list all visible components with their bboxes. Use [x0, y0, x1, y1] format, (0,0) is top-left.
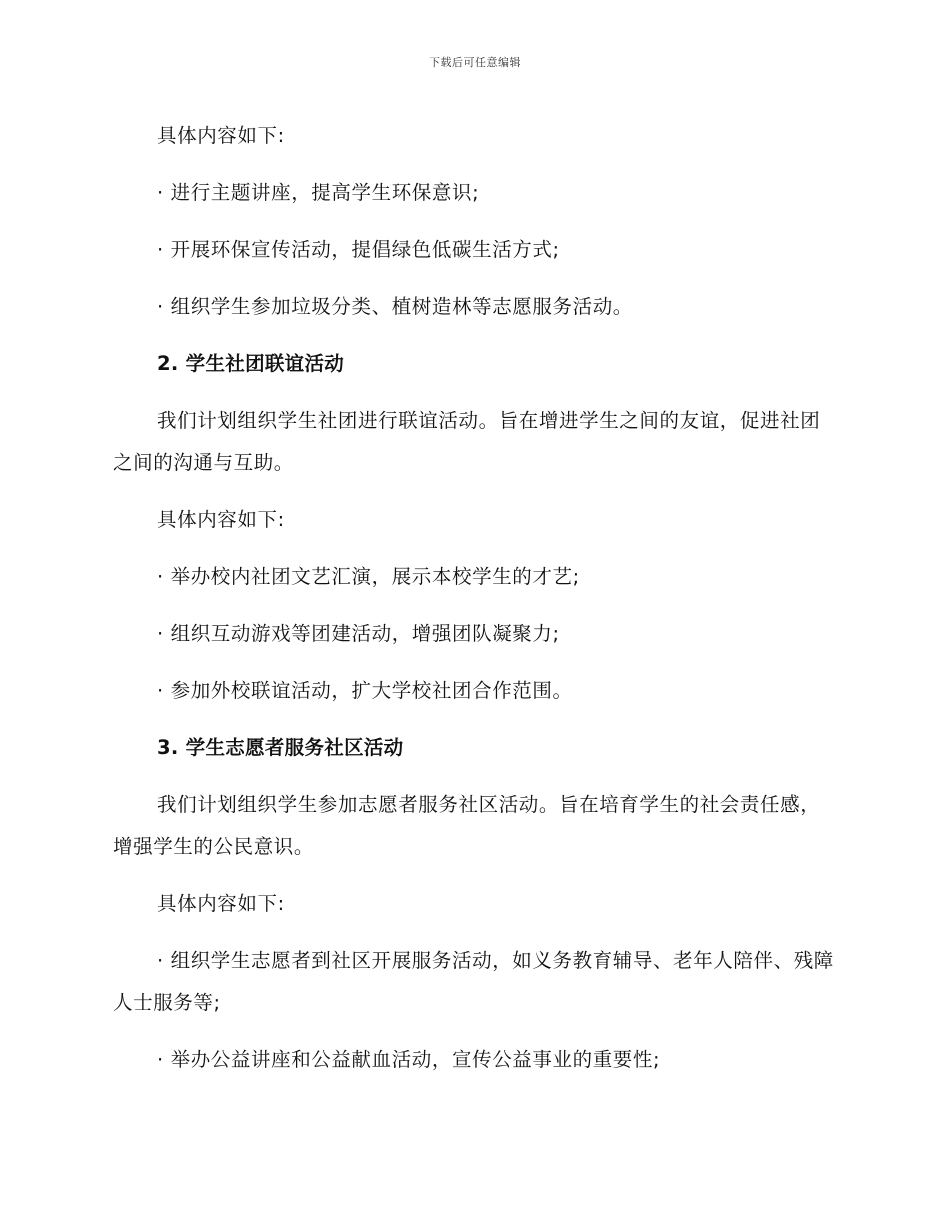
bullet-item: · 参加外校联谊活动，扩大学校社团合作范围。 — [157, 679, 573, 702]
bullet-item: · 举办校内社团文艺汇演，展示本校学生的才艺; — [157, 565, 580, 588]
bullet-item: · 组织互动游戏等团建活动，增强团队凝聚力; — [157, 622, 560, 645]
bullet-item: · 进行主题讲座，提高学生环保意识; — [157, 181, 480, 204]
section-heading: 2. 学生社团联谊活动 — [157, 352, 345, 375]
section-heading: 3. 学生志愿者服务社区活动 — [157, 736, 404, 759]
body-paragraph: 我们计划组织学生社团进行联谊活动。旨在增进学生之间的友谊，促进社团之间的沟通与互助。 — [113, 409, 821, 474]
content-intro: 具体内容如下: — [157, 892, 285, 915]
page-header: 下载后可任意编辑 — [429, 56, 521, 69]
body-paragraph: 我们计划组织学生参加志愿者服务社区活动。旨在培育学生的社会责任感，增强学生的公民意识。 — [113, 793, 821, 858]
document-body — [113, 115, 838, 1096]
bullet-item: · 举办公益讲座和公益献血活动，宣传公益事业的重要性; — [157, 1048, 661, 1071]
bullet-item: · 组织学生志愿者到社区开展服务活动，如义务教育辅导、老年人陪伴、残障人士服务等; — [113, 949, 834, 1014]
content-intro: 具体内容如下: — [157, 124, 285, 147]
content-intro: 具体内容如下: — [157, 508, 285, 531]
bullet-item: · 开展环保宣传活动，提倡绿色低碳生活方式; — [157, 238, 560, 261]
bullet-item: · 组织学生参加垃圾分类、植树造林等志愿服务活动。 — [157, 295, 633, 318]
